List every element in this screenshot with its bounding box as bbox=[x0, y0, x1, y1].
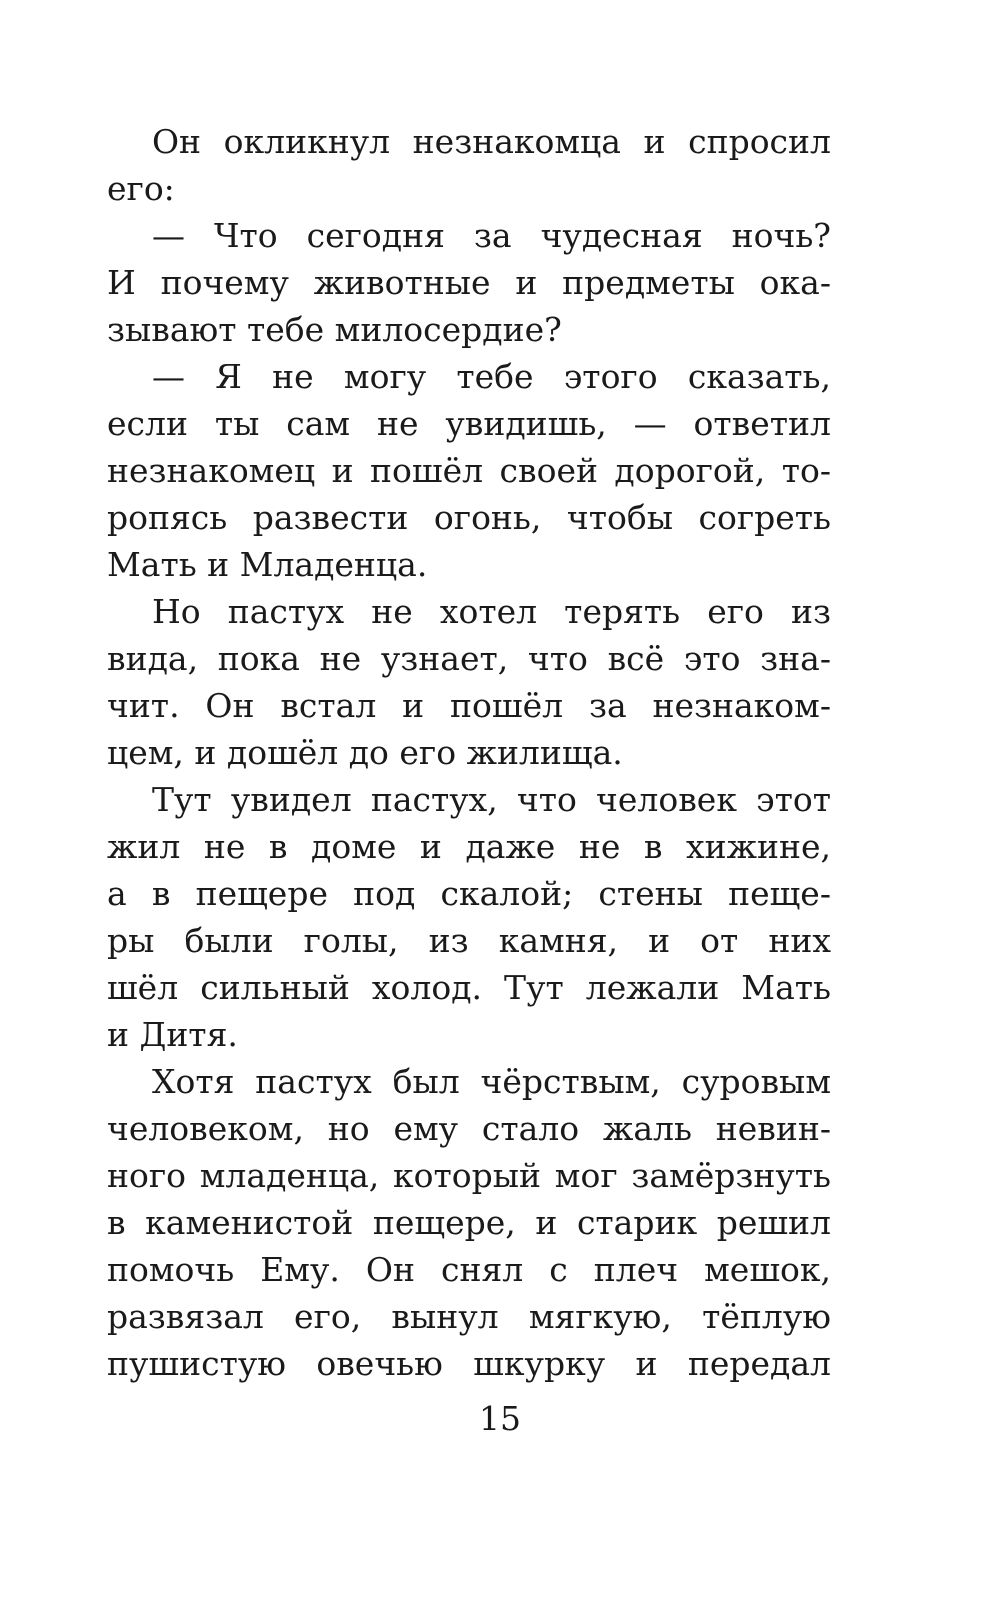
text-line: Хотя пастух был чёрствым, суровым bbox=[152, 1062, 831, 1101]
text-line: а в пещере под скалой; стены пеще- bbox=[107, 874, 831, 913]
text-line: помочь Ему. Он снял с плеч мешок, bbox=[107, 1250, 831, 1289]
text-line: ного младенца, который мог замёрзнуть bbox=[107, 1156, 831, 1195]
text-line: цем, и дошёл до его жилища. bbox=[107, 733, 623, 772]
text-line: в каменистой пещере, и старик решил bbox=[107, 1203, 831, 1242]
text-line: ры были голы, из камня, и от них bbox=[107, 921, 831, 960]
text-line: и Дитя. bbox=[107, 1015, 238, 1054]
text-line: Мать и Младенца. bbox=[107, 545, 428, 584]
text-line: вида, пока не узнает, что всё это зна- bbox=[107, 639, 831, 678]
text-line: шёл сильный холод. Тут лежали Мать bbox=[107, 968, 831, 1007]
text-line: жил не в доме и даже не в хижине, bbox=[107, 827, 831, 866]
text-line: его: bbox=[107, 169, 175, 208]
text-line: чит. Он встал и пошёл за незнаком- bbox=[107, 686, 831, 725]
text-line: — Я не могу тебе этого сказать, bbox=[152, 357, 831, 396]
page-number: 15 bbox=[479, 1399, 521, 1438]
text-line: — Что сегодня за чудесная ночь? bbox=[152, 216, 831, 255]
text-line: незнакомец и пошёл своей дорогой, то- bbox=[107, 451, 831, 490]
text-line: зывают тебе милосердие? bbox=[107, 310, 562, 349]
text-line: И почему животные и предметы ока- bbox=[107, 263, 831, 302]
text-line: если ты сам не увидишь, — ответил bbox=[107, 404, 831, 443]
text-line: Тут увидел пастух, что человек этот bbox=[152, 780, 831, 819]
text-line: Он окликнул незнакомца и спросил bbox=[152, 122, 831, 161]
text-line: Но пастух не хотел терять его из bbox=[152, 592, 831, 631]
text-line: пушистую овечью шкурку и передал bbox=[107, 1344, 831, 1383]
text-line: человеком, но ему стало жаль невин- bbox=[107, 1109, 831, 1148]
text-line: ропясь развести огонь, чтобы согреть bbox=[107, 498, 831, 537]
text-line: развязал его, вынул мягкую, тёплую bbox=[107, 1297, 831, 1336]
body-text bbox=[107, 118, 831, 1387]
